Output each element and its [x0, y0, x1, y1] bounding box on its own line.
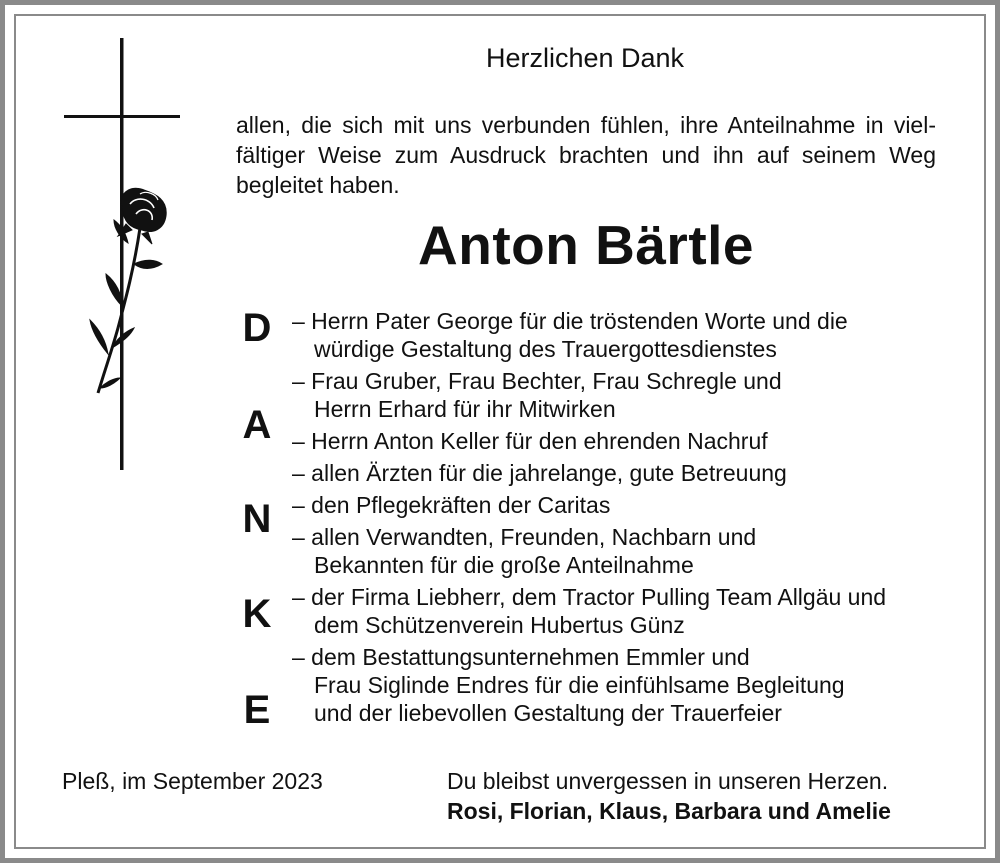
thanks-item — [292, 491, 972, 519]
farewell-text: Du bleibst unvergessen in unseren Herzen. — [447, 768, 889, 794]
thanks-line: Frau Siglinde Endres für die einfühlsame Begleitung — [314, 672, 845, 698]
intro-text — [236, 110, 936, 200]
thanks-line: dem Schützenverein Hubertus Günz — [314, 612, 685, 638]
intro-line: fältiger Weise zum Ausdruck brachten und ihn auf seinem Weg — [236, 142, 936, 168]
danke-letter-d: D — [242, 306, 272, 350]
place-date: Pleß, im September 2023 — [62, 768, 323, 794]
thanks-line: – Herrn Anton Keller für den ehrenden Nachruf — [292, 428, 768, 454]
closing-block — [447, 766, 891, 826]
thanks-item — [292, 459, 972, 487]
thanks-item — [292, 643, 972, 727]
thanks-item — [292, 583, 972, 639]
thanks-item — [292, 307, 972, 363]
thanks-line: Bekannten für die große Anteilnahme — [314, 552, 694, 578]
heading: Herzlichen Dank — [485, 43, 685, 73]
thanks-line: – Frau Gruber, Frau Bechter, Frau Schregle und — [292, 368, 782, 394]
cross-icon — [64, 38, 180, 470]
thanks-line: – den Pflegekräften der Caritas — [292, 492, 611, 518]
cross-and-rose — [56, 38, 186, 474]
danke-letter-n: N — [242, 497, 272, 541]
thanks-line: – allen Ärzten für die jahrelange, gute Betreuung — [292, 460, 787, 486]
thanks-list — [292, 307, 972, 731]
rose-icon — [90, 188, 166, 393]
signature: Rosi, Florian, Klaus, Barbara und Amelie — [447, 798, 891, 824]
intro-line: begleitet haben. — [236, 172, 400, 198]
thanks-line: würdige Gestaltung des Trauergottesdienstes — [314, 336, 777, 362]
thanks-item — [292, 523, 972, 579]
thanks-line: Herrn Erhard für ihr Mitwirken — [314, 396, 616, 422]
thanks-item — [292, 367, 972, 423]
danke-letter-e: E — [243, 688, 271, 732]
thanks-line: und der liebevollen Gestaltung der Trauerfeier — [314, 700, 782, 726]
thanks-line: – dem Bestattungsunternehmen Emmler und — [292, 644, 750, 670]
thanks-line: – der Firma Liebherr, dem Tractor Pulling Team Allgäu und — [292, 584, 887, 610]
danke-letter-k: K — [242, 592, 272, 636]
intro-line: allen, die sich mit uns verbunden fühlen, ihre Anteilnahme in viel- — [236, 112, 936, 138]
thanks-line: – allen Verwandten, Freunden, Nachbarn und — [292, 524, 757, 550]
thanks-line: – Herrn Pater George für die tröstenden Worte und die — [292, 308, 848, 334]
deceased-name: Anton Bärtle — [418, 214, 754, 276]
thanks-item — [292, 427, 972, 455]
danke-letter-a: A — [242, 403, 272, 447]
